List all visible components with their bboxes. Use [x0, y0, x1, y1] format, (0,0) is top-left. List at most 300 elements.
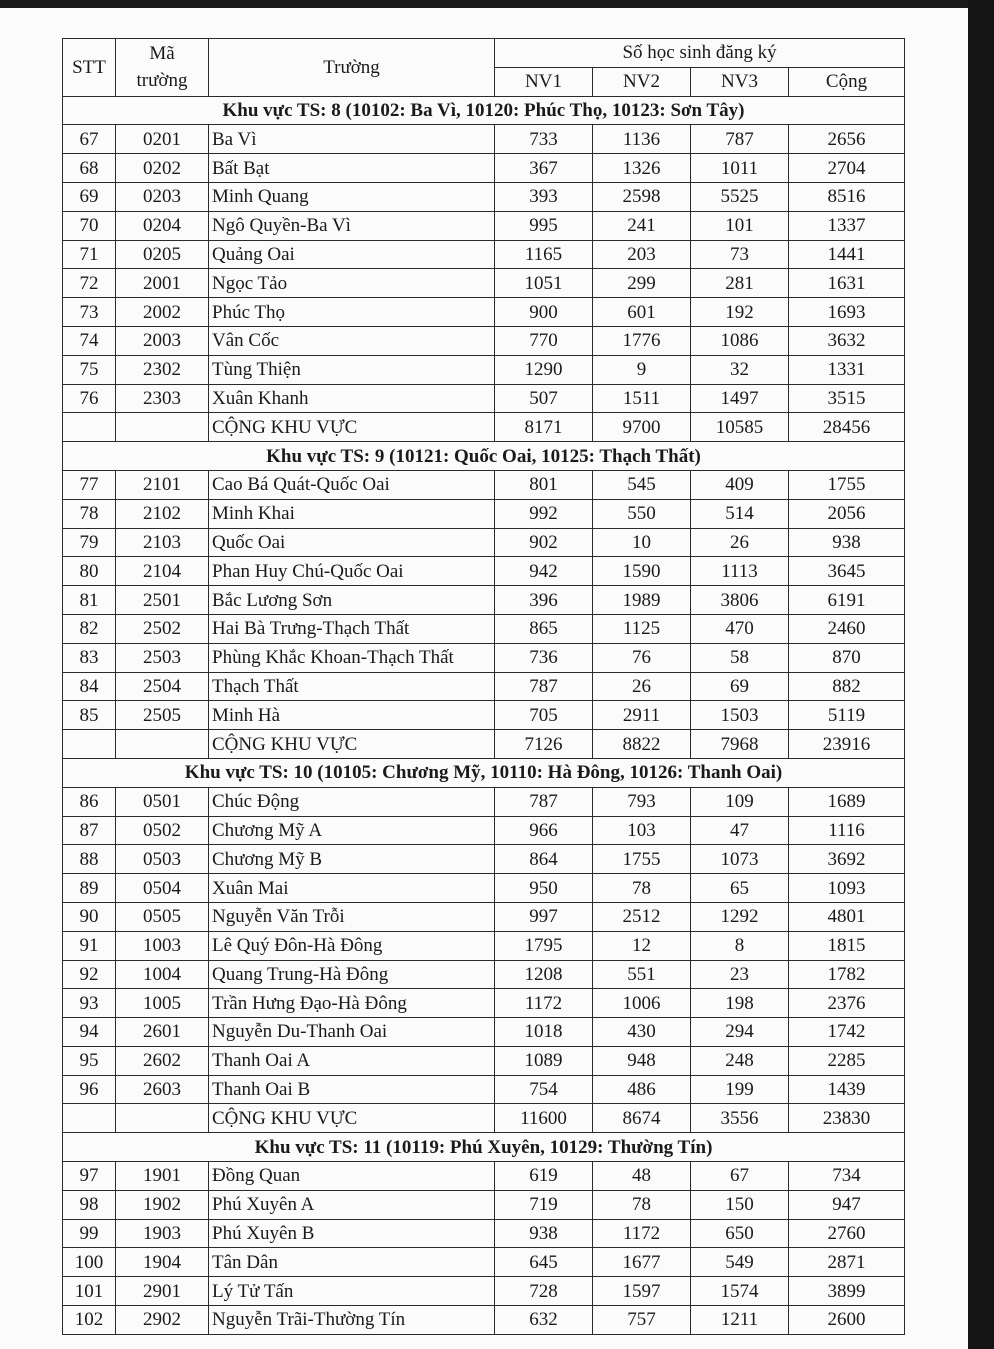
cell-truong: Phú Xuyên B — [209, 1219, 495, 1248]
cell-nv2: 948 — [593, 1046, 691, 1075]
cell-nv3: 1497 — [691, 384, 789, 413]
cell-nv3: 1574 — [691, 1277, 789, 1306]
cell-nv3: 549 — [691, 1248, 789, 1277]
cell-ma-truong: 2001 — [116, 269, 209, 298]
cell-nv2: 2598 — [593, 182, 691, 211]
cell-ma-truong: 0505 — [116, 902, 209, 931]
cell-nv2: 2911 — [593, 701, 691, 730]
cell-nv2: 1755 — [593, 845, 691, 874]
region-title: Khu vực TS: 8 (10102: Ba Vì, 10120: Phúc Thọ, 10123: Sơn Tây) — [63, 96, 905, 125]
cell-stt: 85 — [63, 701, 116, 730]
header-stt: STT — [63, 39, 116, 97]
cell-ma-truong: 1004 — [116, 960, 209, 989]
cell-nv2: 545 — [593, 470, 691, 499]
cell-ma-truong: 2102 — [116, 499, 209, 528]
cell-nv3: 281 — [691, 269, 789, 298]
cell-truong: Tùng Thiện — [209, 355, 495, 384]
cell-nv1: 995 — [495, 211, 593, 240]
region-total-row — [63, 730, 905, 759]
table-row — [63, 989, 905, 1018]
cell-ma-truong: 2502 — [116, 614, 209, 643]
cell-truong: Lý Tử Tấn — [209, 1277, 495, 1306]
cell-stt: 72 — [63, 269, 116, 298]
cell-cong: 2760 — [789, 1219, 905, 1248]
cell-truong: Phan Huy Chú-Quốc Oai — [209, 557, 495, 586]
table-row — [63, 211, 905, 240]
cell-nv2: 1125 — [593, 614, 691, 643]
cell-ma-truong: 0502 — [116, 816, 209, 845]
table-row — [63, 643, 905, 672]
region-total-row — [63, 413, 905, 442]
cell-nv2: 103 — [593, 816, 691, 845]
table-row — [63, 874, 905, 903]
cell-nv2: 76 — [593, 643, 691, 672]
cell-ma-truong: 1901 — [116, 1162, 209, 1191]
cell-stt: 89 — [63, 874, 116, 903]
cell-nv3: 1292 — [691, 902, 789, 931]
cell-truong: Cao Bá Quát-Quốc Oai — [209, 470, 495, 499]
cell-stt-empty — [63, 413, 116, 442]
cell-truong: Phú Xuyên A — [209, 1190, 495, 1219]
cell-nv2: 2512 — [593, 902, 691, 931]
cell-ma-truong: 2503 — [116, 643, 209, 672]
cell-stt: 75 — [63, 355, 116, 384]
cell-stt: 69 — [63, 182, 116, 211]
cell-nv2: 1989 — [593, 586, 691, 615]
cell-stt: 88 — [63, 845, 116, 874]
cell-total-nv2: 8822 — [593, 730, 691, 759]
cell-stt: 68 — [63, 154, 116, 183]
cell-ma-truong: 2003 — [116, 326, 209, 355]
cell-nv3: 32 — [691, 355, 789, 384]
cell-nv2: 1590 — [593, 557, 691, 586]
cell-nv3: 3806 — [691, 586, 789, 615]
cell-nv3: 73 — [691, 240, 789, 269]
cell-cong: 1815 — [789, 931, 905, 960]
table-row — [63, 1248, 905, 1277]
cell-ma-truong: 2603 — [116, 1075, 209, 1104]
cell-total-cong: 28456 — [789, 413, 905, 442]
cell-nv1: 736 — [495, 643, 593, 672]
cell-total-label: CỘNG KHU VỰC — [209, 730, 495, 759]
cell-total-cong: 23830 — [789, 1104, 905, 1133]
cell-nv3: 199 — [691, 1075, 789, 1104]
cell-truong: Đồng Quan — [209, 1162, 495, 1191]
cell-total-nv3: 3556 — [691, 1104, 789, 1133]
cell-truong: Chương Mỹ A — [209, 816, 495, 845]
cell-nv2: 48 — [593, 1162, 691, 1191]
cell-stt: 79 — [63, 528, 116, 557]
cell-stt: 70 — [63, 211, 116, 240]
table-row — [63, 1277, 905, 1306]
cell-stt: 94 — [63, 1018, 116, 1047]
cell-nv3: 787 — [691, 125, 789, 154]
cell-ma-truong: 0501 — [116, 787, 209, 816]
cell-nv1: 507 — [495, 384, 593, 413]
cell-nv2: 241 — [593, 211, 691, 240]
cell-nv1: 754 — [495, 1075, 593, 1104]
cell-ma-truong: 1003 — [116, 931, 209, 960]
header-truong: Trường — [209, 39, 495, 97]
cell-nv1: 1208 — [495, 960, 593, 989]
cell-nv3: 65 — [691, 874, 789, 903]
cell-nv3: 101 — [691, 211, 789, 240]
cell-cong: 6191 — [789, 586, 905, 615]
cell-cong: 3632 — [789, 326, 905, 355]
cell-stt: 90 — [63, 902, 116, 931]
cell-ma-truong: 2103 — [116, 528, 209, 557]
cell-truong: Quảng Oai — [209, 240, 495, 269]
cell-stt-empty — [63, 730, 116, 759]
cell-truong: Minh Hà — [209, 701, 495, 730]
cell-total-nv2: 8674 — [593, 1104, 691, 1133]
cell-truong: Nguyễn Văn Trỗi — [209, 902, 495, 931]
cell-nv3: 1086 — [691, 326, 789, 355]
table-row — [63, 384, 905, 413]
region-header-row — [63, 758, 905, 787]
cell-cong: 1116 — [789, 816, 905, 845]
cell-truong: Ngọc Tảo — [209, 269, 495, 298]
cell-cong: 1331 — [789, 355, 905, 384]
cell-truong: Nguyễn Du-Thanh Oai — [209, 1018, 495, 1047]
cell-cong: 1631 — [789, 269, 905, 298]
header-nv2: NV2 — [593, 67, 691, 96]
cell-nv3: 1073 — [691, 845, 789, 874]
cell-stt: 99 — [63, 1219, 116, 1248]
table-row — [63, 1162, 905, 1191]
table-row — [63, 816, 905, 845]
cell-nv2: 1136 — [593, 125, 691, 154]
cell-cong: 1689 — [789, 787, 905, 816]
cell-nv3: 248 — [691, 1046, 789, 1075]
cell-ma-truong: 0203 — [116, 182, 209, 211]
cell-ma-truong: 0503 — [116, 845, 209, 874]
cell-nv1: 1089 — [495, 1046, 593, 1075]
table-row — [63, 182, 905, 211]
cell-stt: 80 — [63, 557, 116, 586]
cell-cong: 3515 — [789, 384, 905, 413]
table-row — [63, 154, 905, 183]
cell-cong: 1693 — [789, 298, 905, 327]
cell-ma-truong: 0504 — [116, 874, 209, 903]
cell-nv2: 78 — [593, 1190, 691, 1219]
cell-ma-truong: 0204 — [116, 211, 209, 240]
cell-cong: 8516 — [789, 182, 905, 211]
table-row — [63, 1018, 905, 1047]
cell-nv3: 58 — [691, 643, 789, 672]
cell-ma-truong: 2104 — [116, 557, 209, 586]
cell-truong: Xuân Mai — [209, 874, 495, 903]
cell-cong: 2600 — [789, 1306, 905, 1335]
cell-nv2: 78 — [593, 874, 691, 903]
cell-cong: 734 — [789, 1162, 905, 1191]
region-title: Khu vực TS: 9 (10121: Quốc Oai, 10125: Thạch Thất) — [63, 442, 905, 471]
cell-total-nv3: 10585 — [691, 413, 789, 442]
cell-cong: 3645 — [789, 557, 905, 586]
cell-nv3: 23 — [691, 960, 789, 989]
cell-nv3: 198 — [691, 989, 789, 1018]
cell-truong: Thạch Thất — [209, 672, 495, 701]
table-row — [63, 528, 905, 557]
cell-nv2: 1677 — [593, 1248, 691, 1277]
cell-cong: 1093 — [789, 874, 905, 903]
cell-nv2: 1172 — [593, 1219, 691, 1248]
cell-nv1: 902 — [495, 528, 593, 557]
cell-nv1: 787 — [495, 672, 593, 701]
cell-cong: 2460 — [789, 614, 905, 643]
region-header-row — [63, 1133, 905, 1162]
cell-ma-truong: 0202 — [116, 154, 209, 183]
cell-nv2: 12 — [593, 931, 691, 960]
cell-nv2: 1006 — [593, 989, 691, 1018]
table-row — [63, 240, 905, 269]
table-row — [63, 701, 905, 730]
cell-nv1: 1051 — [495, 269, 593, 298]
table-row — [63, 1190, 905, 1219]
cell-nv3: 47 — [691, 816, 789, 845]
cell-ma-truong: 2302 — [116, 355, 209, 384]
cell-nv2: 1776 — [593, 326, 691, 355]
cell-nv1: 1795 — [495, 931, 593, 960]
cell-nv3: 1211 — [691, 1306, 789, 1335]
cell-ma-truong: 1903 — [116, 1219, 209, 1248]
cell-stt: 92 — [63, 960, 116, 989]
table-row — [63, 1306, 905, 1335]
cell-nv3: 470 — [691, 614, 789, 643]
cell-stt: 73 — [63, 298, 116, 327]
cell-cong: 3692 — [789, 845, 905, 874]
cell-nv1: 1165 — [495, 240, 593, 269]
cell-nv1: 787 — [495, 787, 593, 816]
cell-nv1: 966 — [495, 816, 593, 845]
cell-ma-truong: 1904 — [116, 1248, 209, 1277]
cell-truong: Nguyễn Trãi-Thường Tín — [209, 1306, 495, 1335]
table-row — [63, 269, 905, 298]
cell-nv3: 8 — [691, 931, 789, 960]
header-ma-truong-line1: Mã — [149, 43, 175, 65]
cell-stt: 71 — [63, 240, 116, 269]
cell-nv1: 645 — [495, 1248, 593, 1277]
cell-truong: Thanh Oai B — [209, 1075, 495, 1104]
cell-truong: Quốc Oai — [209, 528, 495, 557]
table-row — [63, 326, 905, 355]
table-row — [63, 355, 905, 384]
cell-nv1: 900 — [495, 298, 593, 327]
cell-nv1: 396 — [495, 586, 593, 615]
cell-stt: 87 — [63, 816, 116, 845]
cell-truong: Phùng Khắc Khoan-Thạch Thất — [209, 643, 495, 672]
cell-nv1: 1290 — [495, 355, 593, 384]
region-title: Khu vực TS: 11 (10119: Phú Xuyên, 10129: Thường Tín) — [63, 1133, 905, 1162]
cell-cong: 2056 — [789, 499, 905, 528]
cell-ma-truong: 2504 — [116, 672, 209, 701]
cell-nv1: 942 — [495, 557, 593, 586]
cell-truong: Quang Trung-Hà Đông — [209, 960, 495, 989]
header-row-1 — [63, 39, 905, 68]
cell-nv2: 430 — [593, 1018, 691, 1047]
cell-total-cong: 23916 — [789, 730, 905, 759]
cell-nv1: 733 — [495, 125, 593, 154]
cell-ma-truong: 2902 — [116, 1306, 209, 1335]
cell-truong: Vân Cốc — [209, 326, 495, 355]
header-nv3: NV3 — [691, 67, 789, 96]
cell-cong: 2871 — [789, 1248, 905, 1277]
cell-nv1: 367 — [495, 154, 593, 183]
cell-truong: Xuân Khanh — [209, 384, 495, 413]
cell-ma-truong: 2303 — [116, 384, 209, 413]
right-frame-bar — [968, 0, 994, 1349]
cell-stt: 67 — [63, 125, 116, 154]
cell-ma-truong: 2002 — [116, 298, 209, 327]
cell-stt: 86 — [63, 787, 116, 816]
cell-nv3: 1011 — [691, 154, 789, 183]
cell-nv1: 938 — [495, 1219, 593, 1248]
table-row — [63, 125, 905, 154]
table-row — [63, 557, 905, 586]
cell-truong: Tân Dân — [209, 1248, 495, 1277]
cell-truong: Ngô Quyền-Ba Vì — [209, 211, 495, 240]
cell-nv1: 728 — [495, 1277, 593, 1306]
table-row — [63, 902, 905, 931]
table-row — [63, 931, 905, 960]
cell-ma-truong: 2505 — [116, 701, 209, 730]
cell-nv3: 650 — [691, 1219, 789, 1248]
cell-truong: Chương Mỹ B — [209, 845, 495, 874]
cell-nv2: 1511 — [593, 384, 691, 413]
cell-stt: 91 — [63, 931, 116, 960]
cell-cong: 938 — [789, 528, 905, 557]
cell-nv2: 793 — [593, 787, 691, 816]
cell-total-label: CỘNG KHU VỰC — [209, 413, 495, 442]
cell-truong: Ba Vì — [209, 125, 495, 154]
cell-cong: 2704 — [789, 154, 905, 183]
cell-ma-truong: 1005 — [116, 989, 209, 1018]
cell-nv2: 757 — [593, 1306, 691, 1335]
registration-table — [62, 38, 905, 1335]
cell-stt: 83 — [63, 643, 116, 672]
cell-ma-truong: 2501 — [116, 586, 209, 615]
cell-ma-truong: 2901 — [116, 1277, 209, 1306]
table-row — [63, 1219, 905, 1248]
table-row — [63, 298, 905, 327]
cell-stt: 97 — [63, 1162, 116, 1191]
cell-stt: 95 — [63, 1046, 116, 1075]
cell-nv3: 67 — [691, 1162, 789, 1191]
table-row — [63, 672, 905, 701]
cell-stt: 76 — [63, 384, 116, 413]
cell-nv1: 770 — [495, 326, 593, 355]
cell-ma-truong: 0201 — [116, 125, 209, 154]
cell-nv2: 26 — [593, 672, 691, 701]
table-row — [63, 614, 905, 643]
cell-truong: Minh Khai — [209, 499, 495, 528]
cell-stt: 81 — [63, 586, 116, 615]
cell-truong: Phúc Thọ — [209, 298, 495, 327]
cell-truong: Thanh Oai A — [209, 1046, 495, 1075]
cell-nv1: 992 — [495, 499, 593, 528]
cell-nv2: 9 — [593, 355, 691, 384]
table-row — [63, 1046, 905, 1075]
cell-truong: Minh Quang — [209, 182, 495, 211]
cell-nv3: 192 — [691, 298, 789, 327]
cell-cong: 1441 — [789, 240, 905, 269]
cell-nv1: 393 — [495, 182, 593, 211]
cell-nv2: 299 — [593, 269, 691, 298]
cell-total-nv1: 7126 — [495, 730, 593, 759]
cell-nv2: 1597 — [593, 1277, 691, 1306]
cell-cong: 1782 — [789, 960, 905, 989]
cell-ma-empty — [116, 1104, 209, 1133]
cell-nv1: 950 — [495, 874, 593, 903]
cell-stt: 102 — [63, 1306, 116, 1335]
table-row — [63, 586, 905, 615]
cell-truong: Bắc Lương Sơn — [209, 586, 495, 615]
cell-ma-truong: 0205 — [116, 240, 209, 269]
cell-nv3: 1113 — [691, 557, 789, 586]
header-so-hoc-sinh: Số học sinh đăng ký — [495, 39, 905, 68]
cell-total-nv3: 7968 — [691, 730, 789, 759]
cell-total-label: CỘNG KHU VỰC — [209, 1104, 495, 1133]
cell-cong: 1742 — [789, 1018, 905, 1047]
cell-stt-empty — [63, 1104, 116, 1133]
cell-nv3: 409 — [691, 470, 789, 499]
cell-nv3: 69 — [691, 672, 789, 701]
cell-stt: 78 — [63, 499, 116, 528]
cell-cong: 1439 — [789, 1075, 905, 1104]
cell-total-nv1: 11600 — [495, 1104, 593, 1133]
cell-cong: 2376 — [789, 989, 905, 1018]
cell-stt: 84 — [63, 672, 116, 701]
cell-stt: 98 — [63, 1190, 116, 1219]
cell-nv2: 10 — [593, 528, 691, 557]
cell-cong: 947 — [789, 1190, 905, 1219]
header-cong: Cộng — [789, 67, 905, 96]
region-total-row — [63, 1104, 905, 1133]
header-ma-truong-line2: trường — [136, 70, 188, 92]
cell-nv3: 109 — [691, 787, 789, 816]
cell-stt: 100 — [63, 1248, 116, 1277]
cell-cong: 2656 — [789, 125, 905, 154]
cell-cong: 3899 — [789, 1277, 905, 1306]
cell-nv3: 5525 — [691, 182, 789, 211]
cell-nv3: 26 — [691, 528, 789, 557]
region-title: Khu vực TS: 10 (10105: Chương Mỹ, 10110: Hà Đông, 10126: Thanh Oai) — [63, 758, 905, 787]
table-body — [63, 96, 905, 1334]
cell-nv1: 619 — [495, 1162, 593, 1191]
cell-stt: 96 — [63, 1075, 116, 1104]
table-row — [63, 470, 905, 499]
cell-nv1: 719 — [495, 1190, 593, 1219]
cell-stt: 101 — [63, 1277, 116, 1306]
cell-cong: 1755 — [789, 470, 905, 499]
cell-nv3: 294 — [691, 1018, 789, 1047]
cell-cong: 5119 — [789, 701, 905, 730]
table-row — [63, 845, 905, 874]
cell-ma-truong: 1902 — [116, 1190, 209, 1219]
cell-nv1: 1018 — [495, 1018, 593, 1047]
cell-nv1: 1172 — [495, 989, 593, 1018]
cell-ma-truong: 2601 — [116, 1018, 209, 1047]
cell-nv3: 1503 — [691, 701, 789, 730]
cell-nv2: 486 — [593, 1075, 691, 1104]
cell-ma-empty — [116, 730, 209, 759]
cell-nv2: 203 — [593, 240, 691, 269]
cell-nv1: 705 — [495, 701, 593, 730]
cell-stt: 74 — [63, 326, 116, 355]
cell-nv1: 632 — [495, 1306, 593, 1335]
cell-cong: 2285 — [789, 1046, 905, 1075]
cell-nv2: 551 — [593, 960, 691, 989]
